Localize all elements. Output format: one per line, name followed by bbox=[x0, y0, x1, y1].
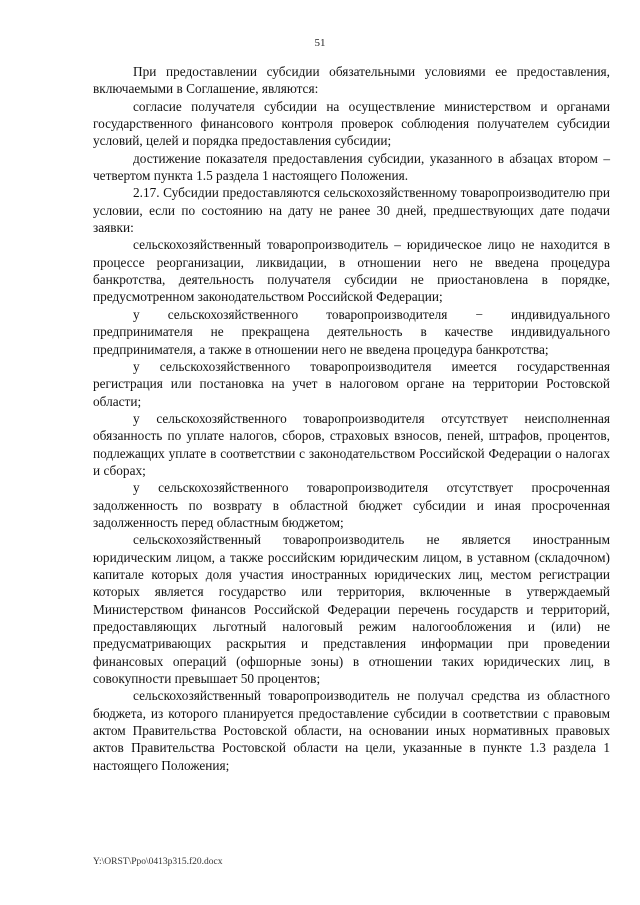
page-number: 51 bbox=[314, 37, 326, 49]
paragraph: При предоставлении субсидии обязательными условиями ее предоставления, включаемыми в Соглашение, являются: bbox=[93, 64, 610, 97]
paragraph: сельскохозяйственный товаропроизводитель не является иностранным юридическим лицом, а также российским юридическим лицом, в уставном (складочном) капитале которых доля участия иностранных юридических лиц, местом регистрации которых является государство или территория, включенные в утверждаемый Министерством финансов Российской Федерации перечень государств и территорий, предоставляющих льготный налоговый режим налогообложения и (или) не предусматривающих раскрытия и представления информации при проведении финансовых операций (офшорные зоны) в отношении таких юридических лиц, в совокупности превышает 50 процентов; bbox=[93, 532, 610, 687]
paragraph: у сельскохозяйственного товаропроизводителя отсутствует просроченная задолженность по возврату в областной бюджет субсидии и иная просроченная задолженность перед областным бюджетом; bbox=[93, 480, 610, 530]
paragraph: сельскохозяйственный товаропроизводитель – юридическое лицо не находится в процессе реорганизации, ликвидации, в отношении него не введена процедура банкротства, деятельность получателя субсидии не приостановлена в порядке, предусмотренном законодательством Российской Федерации; bbox=[93, 237, 610, 305]
footer-file-path: Y:\ORST\Ppo\0413p315.f20.docx bbox=[93, 857, 223, 867]
paragraph: у сельскохозяйственного товаропроизводителя − индивидуального предпринимателя не прекращена деятельность в качестве индивидуального предпринимателя, а также в отношении него не введена процедура банкротства; bbox=[93, 306, 610, 357]
document-body bbox=[93, 63, 610, 774]
paragraph: сельскохозяйственный товаропроизводитель не получал средства из областного бюджета, из которого планируется предоставление субсидии в соответствии с правовым актом Правительства Ростовской области, на основании иных нормативных правовых актов Правительства Ростовской области на цели, указанные в пункте 1.3 раздела 1 настоящего Положения; bbox=[93, 688, 610, 773]
paragraph: достижение показателя предоставления субсидии, указанного в абзацах втором – четвертом пункта 1.5 раздела 1 настоящего Положения. bbox=[93, 150, 610, 184]
paragraph: у сельскохозяйственного товаропроизводителя имеется государственная регистрация или постановка на учет в налоговом органе на территории Ростовской области; bbox=[93, 358, 610, 409]
paragraph: 2.17. Субсидии предоставляются сельскохозяйственному товаропроизводителю при условии, если по состоянию на дату не ранее 30 дней, предшествующих дате подачи заявки: bbox=[93, 185, 610, 236]
paragraph: согласие получателя субсидии на осуществление министерством и органами государственного финансового контроля проверок соблюдения получателем субсидии условий, целей и порядка предоставления субсидии; bbox=[93, 98, 610, 149]
paragraph: у сельскохозяйственного товаропроизводителя отсутствует неисполненная обязанность по уплате налогов, сборов, страховых взносов, пеней, штрафов, процентов, подлежащих уплате в соответствии с законодательством Российской Федерации о налогах и сборах; bbox=[93, 410, 610, 478]
